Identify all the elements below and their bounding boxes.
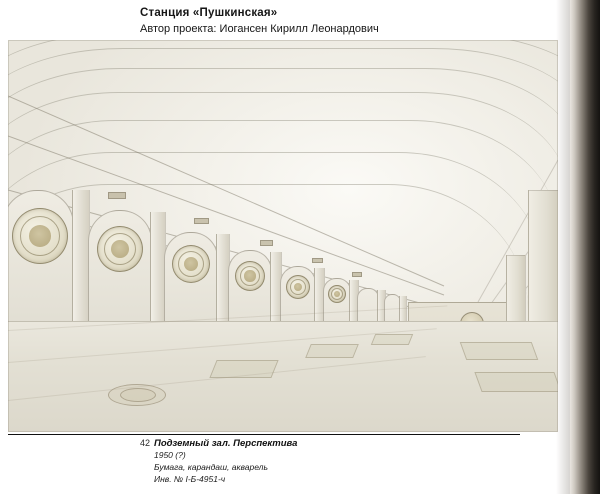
book-gutter — [570, 0, 600, 494]
page-header — [140, 6, 540, 37]
gutter-shadow — [556, 0, 570, 494]
caption-materials: Бумага, карандаш, акварель — [154, 462, 268, 472]
floor-panel — [209, 360, 278, 378]
caption-title: Подземный зал. Перспектива — [154, 438, 298, 449]
floor-panel — [371, 334, 413, 345]
ceiling-lamp — [312, 258, 323, 263]
wall-medallion — [328, 285, 346, 303]
figure-caption — [140, 438, 520, 485]
page-title: Станция «Пушкинская» — [140, 7, 278, 19]
ceiling-lamp — [108, 192, 126, 199]
illustration-plate — [8, 40, 558, 432]
floor-panel — [305, 344, 359, 358]
wall-medallion — [12, 208, 68, 264]
floor-panel — [474, 372, 558, 392]
ceiling-lamp — [260, 240, 273, 246]
ceiling-lamp — [194, 218, 209, 224]
ceiling-lamp — [352, 272, 362, 277]
caption-number: 42 — [140, 438, 151, 448]
floor-ornament — [120, 388, 156, 402]
wall-medallion — [97, 226, 143, 272]
floor-panel — [460, 342, 539, 360]
wall-medallion — [172, 245, 210, 283]
page-subtitle: Автор проекта: Иогансен Кирилл Леонардович — [140, 23, 379, 35]
wall-medallion — [235, 261, 265, 291]
caption-date: 1950 (?) — [154, 450, 186, 460]
wall-medallion — [286, 275, 310, 299]
caption-inventory: Инв. № I-Б-4951-ч — [154, 474, 226, 484]
station-floor — [8, 321, 558, 432]
caption-rule — [8, 434, 520, 435]
